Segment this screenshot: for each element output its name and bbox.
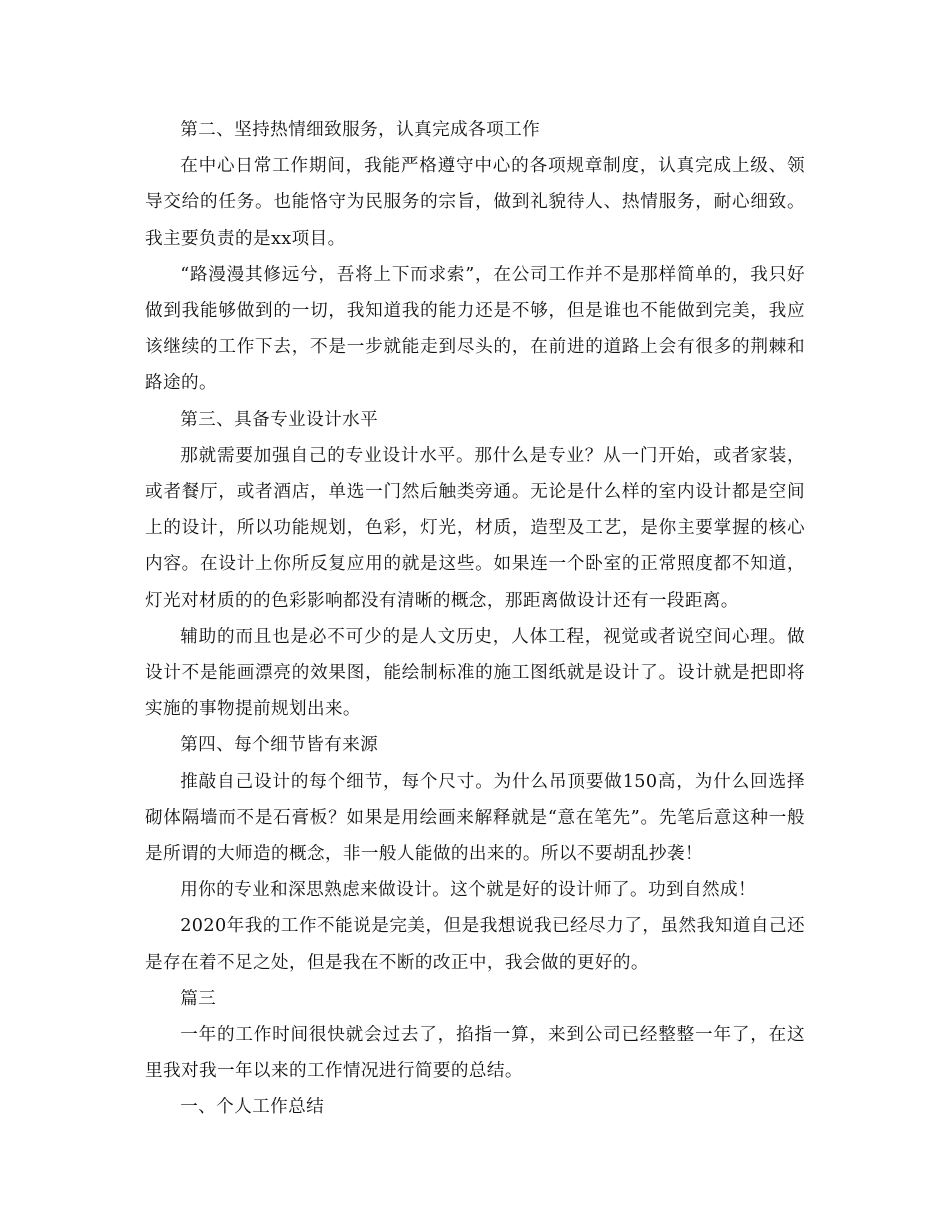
section-heading-3: 第三、具备专业设计水平 (180, 409, 379, 430)
document-body (145, 112, 805, 1126)
body-paragraph: 用你的专业和深思熟虑来做设计。这个就是好的设计师了。功到自然成！ (180, 880, 756, 901)
body-paragraph: 在中心日常工作期间，我能严格遵守中心的各项规章制度，认真完成上级、领导交给的任务。也能恪守为民服务的宗旨，做到礼貌待人、热情服务，耐心细致。我主要负责的是xx项目。 (145, 156, 805, 249)
body-paragraph: 推敲自己设计的每个细节，每个尺寸。为什么吊顶要做150高，为什么回选择砌体隔墙而不是石膏板？如果是用绘画来解释就是“意在笔先”。先笔后意这种一般是所谓的大师造的概念，非一般人能做的出来的。所以不要胡乱抄袭！ (145, 771, 805, 865)
part-heading: 篇三 (180, 988, 217, 1009)
section-heading-2: 第二、坚持热情细致服务，认真完成各项工作 (180, 120, 541, 140)
section-heading-4: 第四、每个细节皆有来源 (180, 735, 379, 756)
body-paragraph: “路漫漫其修远兮，吾将上下而求索”，在公司工作并不是那样简单的，我只好做到我能够做到的一切，我知道我的能力还是不够，但是谁也不能做到完美，我应该继续的工作下去，不是一步就能走到尽头的，在前进的道路上会有很多的荆棘和路途的。 (145, 264, 805, 394)
body-paragraph: 辅助的而且也是必不可少的是人文历史，人体工程，视觉或者说空间心理。做设计不是能画漂亮的效果图，能绘制标准的施工图纸就是设计了。设计就是把即将实施的事物提前规划出来。 (145, 626, 805, 720)
body-paragraph: 一年的工作时间很快就会过去了，掐指一算，来到公司已经整整一年了，在这里我对我一年以来的工作情况进行简要的总结。 (145, 1025, 805, 1082)
section-heading-1: 一、个人工作总结 (180, 1097, 325, 1118)
body-paragraph: 那就需要加强自己的专业设计水平。那什么是专业？从一门开始，或者家装，或者餐厅，或者酒店，单选一门然后触类旁通。无论是什么样的室内设计都是空间上的设计，所以功能规划，色彩，灯光，材质，造型及工艺，是你主要掌握的核心内容。在设计上你所反复应用的就是这些。如果连一个卧室的正常照度都不知道，灯光对材质的的色彩影响都没有清晰的概念，那距离做设计还有一段距离。 (145, 445, 805, 611)
body-paragraph: 2020年我的工作不能说是完美，但是我想说我已经尽力了，虽然我知道自己还是存在着不足之处，但是我在不断的改正中，我会做的更好的。 (145, 916, 805, 973)
